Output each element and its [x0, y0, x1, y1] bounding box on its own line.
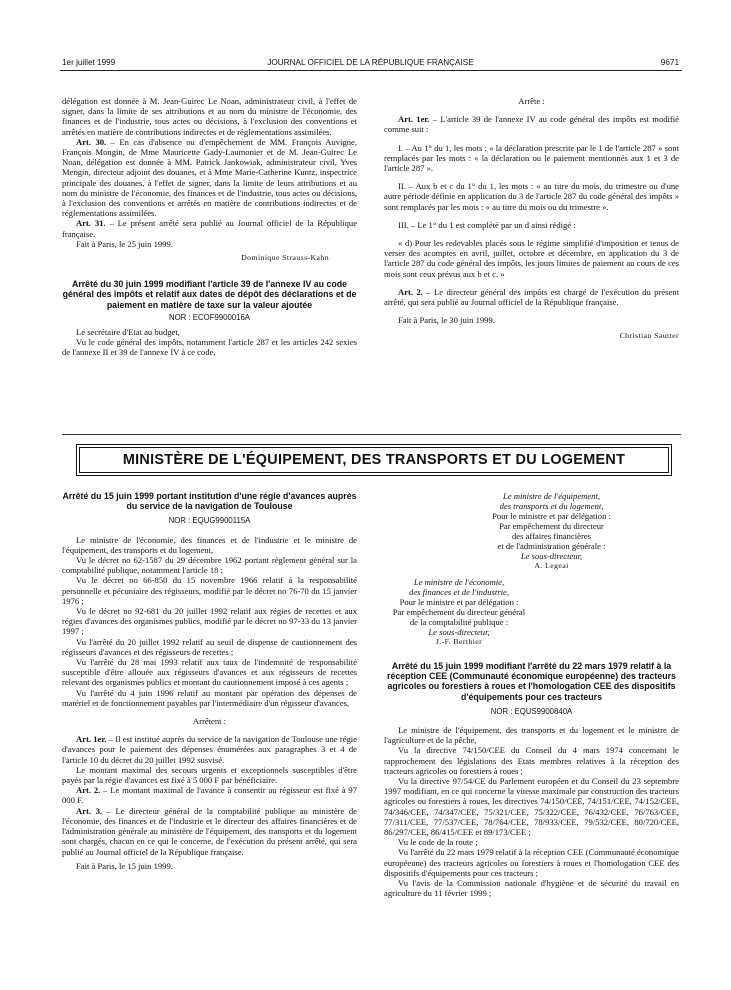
- paragraph: Vu le décret no 62-1587 du 29 décembre 1962 portant règlement général sur la comptabilité publique, notamment l'article 18 ;: [62, 555, 357, 576]
- article-label: Art. 2.: [76, 785, 101, 796]
- signature-line: Par empêchement du directeur général: [392, 607, 526, 617]
- signatory-name: A. Legeai: [534, 561, 569, 570]
- arrete-heading: Arrête :: [518, 96, 545, 106]
- paragraph: Vu le code de la route ;: [398, 837, 478, 848]
- signature-line: Le ministre de l'équipement,: [503, 491, 600, 501]
- nor-reference: NOR : EQUS9900840A: [490, 706, 573, 716]
- signature-block-economie: [384, 577, 534, 647]
- signature-line: Pour le ministre et par délégation :: [492, 511, 611, 521]
- article-1: [384, 114, 679, 134]
- signature-line: Pour le ministre et par délégation :: [399, 597, 519, 607]
- article-2: [384, 287, 679, 307]
- paragraph: Le secrétaire d'Etat au budget,: [76, 327, 180, 338]
- paragraph: « d) Pour les redevables placés sous le régime simplifié d'imposition et tenus de verser des acomptes en avril, juillet, octobre et décembre, en application du 3 de l'article 287 du code général des impôts, les jours limites de paiement au cours de ces mois sont ceux prévus aux b et c. »: [384, 238, 679, 279]
- header-date: 1er juillet 1999: [62, 58, 116, 67]
- paragraph: Vu la directive 74/150/CEE du Conseil du 4 mars 1974 concernant le rapprochement des législations des Etats membres relatives à la réception des tracteurs agricoles ou forestiers à roues ;: [384, 745, 679, 776]
- nor-reference: NOR : ECOF9900016A: [168, 312, 251, 322]
- paragraph: délégation est donnée à M. Jean-Guirec Le Noan, administrateur civil, à l'effet de signer, dans la limite de ses attributions et au nom du ministre de l'économie, des finances et de l'industrie, tous actes ou décisions, à l'exclusion des conventions et arrêtés en matière de contributions indirectes et de réglementations assimilées.: [62, 96, 357, 137]
- signatory-name: J.-F. Berthier: [435, 637, 483, 646]
- paragraph: Vu le décret no 66-850 du 15 novembre 1966 relatif à la responsabilité personnelle et pécuniaire des régisseurs, modifié par le décret no 76-70 du 15 janvier 1976 ;: [62, 575, 357, 606]
- paragraph: Le ministre de l'économie, des finances et de l'industrie et le ministre de l'équipement, des transports et du logement,: [62, 534, 357, 555]
- article-3: [62, 806, 357, 857]
- paragraph: Vu l'arrêté du 20 juillet 1992 relatif au seuil de dispense de cautionnement des régisseurs d'avances et des régisseurs de recettes ;: [62, 636, 357, 657]
- signature-line: des finances et de l'industrie,: [409, 587, 509, 597]
- article-text: – L'article 39 de l'annexe IV au code général des impôts est modifié comme suit :: [384, 114, 679, 135]
- signature-line: Par empêchement du directeur: [499, 521, 604, 531]
- column-bottom-left: [62, 491, 357, 871]
- article-text: – Le présent arrêté sera publié au Journal officiel de la République française.: [62, 218, 358, 239]
- column-bottom-right: [384, 491, 679, 898]
- date-line: Fait à Paris, le 15 juin 1999.: [76, 860, 173, 871]
- date-line: Fait à Paris, le 30 juin 1999.: [398, 315, 495, 326]
- article-label: Art. 31.: [76, 218, 106, 229]
- paragraph: Vu l'arrêté du 28 mai 1993 relatif aux taux de l'indemnité de responsabilité susceptible d'être allouée aux régisseurs d'avances et aux régisseurs de recettes relevant des organismes publics et montant du cautionnement imposé à ces agents ;: [62, 657, 357, 688]
- decree-title: Arrêté du 30 juin 1999 modifiant l'article 39 de l'annexe IV au code général des impôts et relatif aux dates de dépôt des déclarations et de paiement en matière de taxe sur la valeur ajoutée: [62, 279, 357, 310]
- nor-reference: NOR : EQUG9900115A: [168, 516, 251, 526]
- decree-title: Arrêté du 15 juin 1999 portant institution d'une régie d'avances auprès du service de la navigation de Toulouse: [62, 491, 357, 512]
- signature-line: des affaires financières: [511, 531, 592, 541]
- header-journal-title: JOURNAL OFFICIEL DE LA RÉPUBLIQUE FRANÇAISE: [267, 58, 474, 67]
- article-31: [62, 218, 357, 238]
- section-divider: [62, 434, 681, 435]
- decree-title: Arrêté du 15 juin 1999 modifiant l'arrêté du 22 mars 1979 relatif à la réception CEE (Communauté économique européenne) des tracteurs agricoles ou forestiers à roues et l'homologation CEE des dispositifs d'équipements pour ces tracteurs: [387, 661, 676, 702]
- signature-line: Le sous-directeur,: [520, 551, 583, 561]
- signature-line: et de l'administration générale :: [497, 541, 606, 551]
- signature: Dominique Strauss-Kahn: [241, 253, 329, 263]
- paragraph: Vu le code général des impôts, notamment l'article 287 et les articles 242 sexies de l'annexe II et 39 de l'annexe IV à ce code,: [62, 337, 357, 358]
- paragraph: I. – Au 1° du 1, les mots : « la déclaration prescrite par le 1 de l'article 287 » sont remplacés par les mots : « la déclaration ou le paiement mentionnés aux 1 et 3 de l'article 287 ».: [384, 142, 679, 174]
- article-2: [62, 785, 357, 805]
- header-rule: [60, 70, 682, 71]
- article-30: [62, 137, 357, 219]
- article-text: – En cas d'absence ou d'empêchement de MM. François Auvigne, François Mongin, de Mme Mauricette Gady-Laumonier et de M. Jean-Guirec Le Noan, délégation est donnée à MM. Patrick Jankowiak, administrateur civil, Yves Mengin, directeur adjoint des douanes, et à Mme Marie-Catherine Kuntz, inspectrice principale des douanes, à l'effet de signer, dans la limite de leurs attributions et au nom du ministre de l'économie, des finances et de l'industrie, tous actes ou décisions, à l'exclusion des conventions et arrêtés en matière de contributions indirectes et de réglementations assimilées.: [62, 136, 358, 219]
- column-top-left: [62, 96, 357, 358]
- paragraph: Vu l'avis de la Commission nationale d'hygiène et de sécurité du travail en agriculture du 11 février 1999 ;: [384, 878, 679, 899]
- paragraph: Vu l'arrêté du 22 mars 1979 relatif à la réception CEE (Communauté économique européenne) des tracteurs agricoles ou forestiers à roues et l'homologation CEE des dispositifs d'équipements pour ces tracteurs ;: [384, 847, 679, 878]
- article-label: Art. 2.: [398, 286, 423, 297]
- paragraph: Vu la directive 97/54/CE du Parlement européen et du Conseil du 23 septembre 1997 modifiant, en ce qui concerne la vitesse maximale par construction des tracteurs agricoles ou forestiers à roues, les directives 74/150/CEE, 74/151/CEE, 74/152/CEE, 74/346/CEE, 74/347/CEE, 75/321/CEE, 75/322/CEE, 76/432/CEE, 76/763/CEE, 77/311/CEE, 77/537/CEE, 78/764/CEE, 78/933/CEE, 79/532/CEE, 80/720/CEE, 86/297/CEE, 86/415/CEE et 89/173/CEE ;: [384, 776, 679, 838]
- article-text: – Le montant maximal de l'avance à consentir au régisseur est fixé à 97 000 F.: [62, 785, 357, 806]
- article-text: – Le directeur général de la comptabilité publique au ministère de l'économie, des finances et de l'industrie et le directeur des affaires financières et de l'administration générale au ministère de l'équipement, des transports et du logement sont chargés, chacun en ce qui le concerne, de l'exécution du présent arrêté, qui sera publié au Journal officiel de la République française.: [62, 805, 357, 857]
- signature-line: des transports et du logement,: [499, 501, 604, 511]
- paragraph: II. – Aux b et c du 1° du 1, les mots : « au titre du mois, du trimestre ou d'une autre période définie en application du 3 de l'article 287 du code général des impôts » sont remplacés par les mots : « au titre du mois ou du trimestre ».: [384, 181, 679, 212]
- signature-line: Le sous-directeur,: [428, 627, 490, 637]
- article-label: Art. 3.: [76, 805, 103, 816]
- paragraph: Le montant maximal des secours urgents et exceptionnels susceptibles d'être payés par la régie d'avances est fixé à 5 000 F par bénéficiaire.: [62, 764, 357, 786]
- article-1: [62, 734, 357, 765]
- signature-line: Le ministre de l'économie,: [413, 577, 505, 587]
- article-text: – Le directeur général des impôts est chargé de l'exécution du présent arrêté, qui sera publié au Journal officiel de la République française.: [384, 286, 679, 308]
- article-label: Art. 30.: [76, 136, 107, 147]
- ministry-banner: MINISTÈRE DE L'ÉQUIPEMENT, DES TRANSPORTS ET DU LOGEMENT: [79, 447, 669, 473]
- arretent-heading: Arrêtent :: [192, 716, 227, 727]
- paragraph: Vu l'arrêté du 4 juin 1996 relatif au montant par opération des dépenses de matériel et de fonctionnement payables par l'intermédiaire d'un régisseur d'avances,: [62, 687, 357, 708]
- header-page-number: 9671: [660, 58, 679, 67]
- signature-block-equipement: [384, 491, 679, 571]
- article-label: Art. 1er.: [398, 114, 430, 125]
- paragraph: III. – Le 1° du 1 est complété par un d ainsi rédigé :: [398, 219, 576, 230]
- running-header: [62, 58, 679, 70]
- paragraph: Vu le décret no 92-681 du 20 juillet 1992 relatif aux régies de recettes et aux régies d'avances des organismes publics, modifié par le décret no 97-33 du 13 janvier 1997 ;: [62, 606, 357, 637]
- article-text: – Il est institué auprès du service de la navigation de Toulouse une régie d'avances pour le paiement des dépenses énumérées aux paragraphes 3 et 4 de l'article 10 du décret du 20 juillet 1992 susvisé.: [62, 734, 357, 765]
- signature: Christian Sautter: [619, 331, 679, 341]
- paragraph: Le ministre de l'équipement, des transports et du logement et le ministre de l'agriculture et de la pêche,: [384, 725, 679, 746]
- article-label: Art. 1er.: [76, 734, 107, 745]
- signature-line: de la comptabilité publique :: [409, 617, 509, 627]
- column-top-right: [384, 96, 679, 342]
- date-line: Fait à Paris, le 25 juin 1999.: [76, 238, 173, 249]
